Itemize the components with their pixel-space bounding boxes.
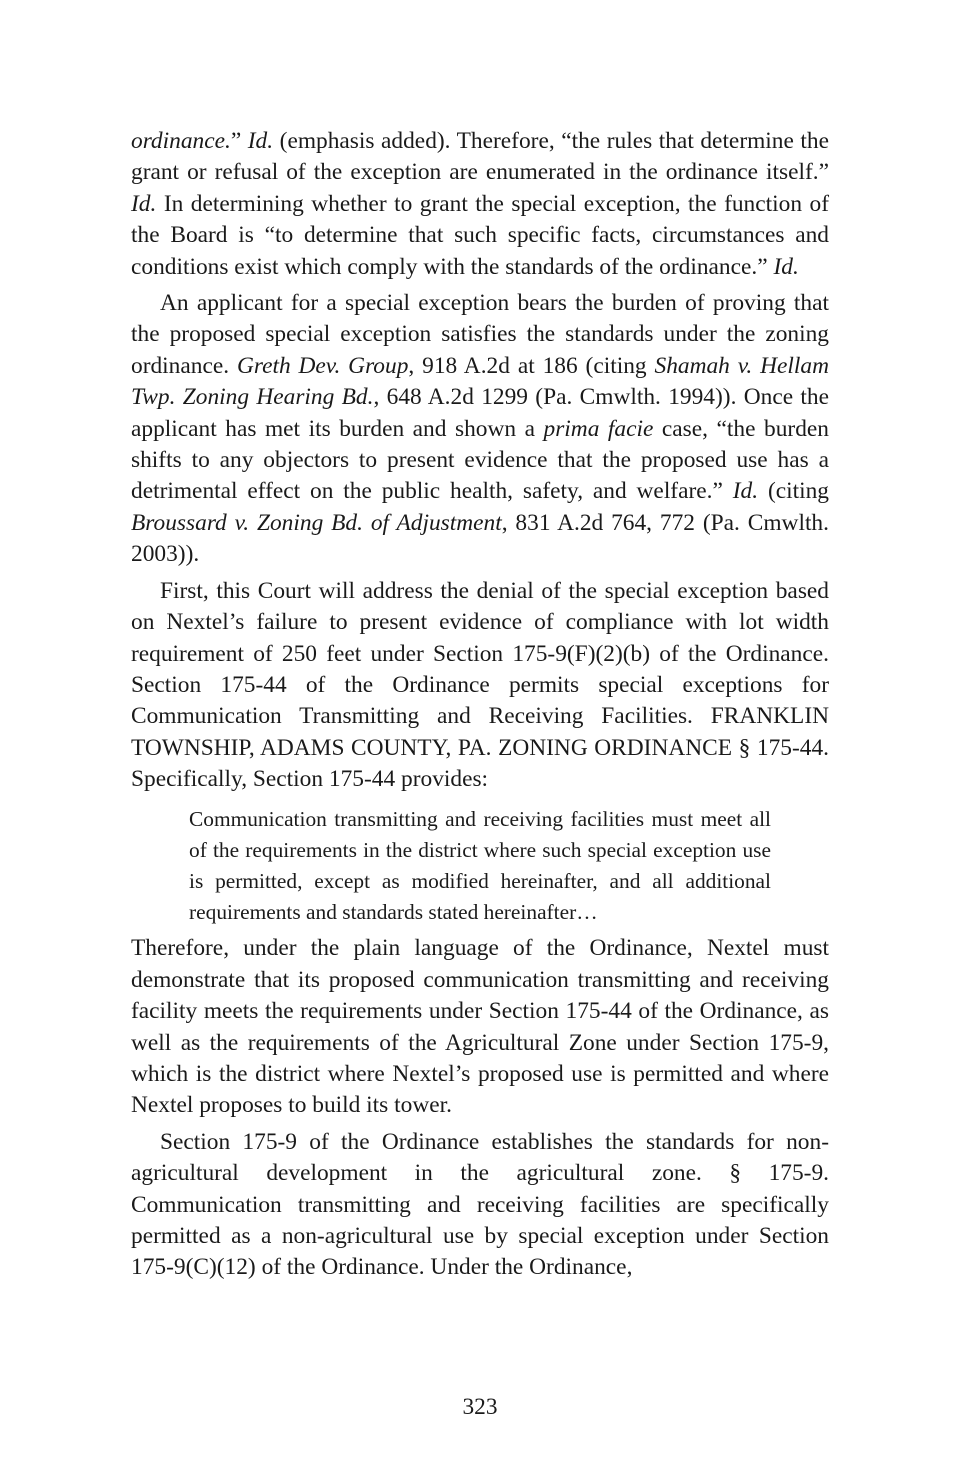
italic-run: Id. (773, 253, 799, 280)
paragraph-4: Section 175-9 of the Ordinance establishes the standards for nonagricultural development in the agricultural zone. § 175-9. Communication transmitting and receiving facilities are specifically permitted as a non-agricultural use by special exception under Section 175-9(C)(12) of the Ordinance. Under the Ordinance, (131, 1128, 829, 1281)
document-page (131, 126, 829, 1284)
italic-run: Id. (247, 128, 274, 154)
paragraph-1 (131, 126, 829, 283)
text-run: (emphasis added). Therefore, “the rules that determine the grant or refusal of the exception are enumerated in the ordinance itself.” (131, 128, 829, 186)
text-run: First, this Court will address the denial of the special exception based on Nextel’s failure to present evidence of compliance with lot width requirement of 250 feet under Section 175-9(F)(2)(b) of the Ordinance. Section 175-44 of the Ordinance permits special exceptions for Communication Transmitting and Receiving Facilities. FRANKLIN TOWNSHIP, ADAMS COUNTY, PA. ZONING ORDINANCE § 175-44. Specifically, Section 175-44 provides: (131, 577, 829, 793)
paragraph-2 (131, 288, 829, 571)
text-run: , 648 A.2d 1299 (Pa. Cmwlth. 1994)). Once the applicant has met its burden and shown a (131, 384, 829, 442)
italic-run: ordinance. (131, 128, 231, 154)
text-run: case, “the burden shifts to any objectors to present evidence that the proposed use has a detrimental effect on the public health, safety, and welfare.” (131, 415, 829, 505)
italic-run: Id. (732, 478, 759, 505)
paragraph-continuation: Therefore, under the plain language of the Ordinance, Nextel must demonstrate that its proposed communication transmitting and receiving facility meets the requirements under Section 175-44 of the Ordinance, as well as the requirements of the Agricultural Zone under Section 175-9, which is the district where Nextel’s proposed use is permitted and where Nextel proposes to build its tower. (131, 935, 829, 1119)
text-run: In determining whether to grant the special exception, the function of the Board is “to determine that such specific facts, circumstances and conditions exist which comply with the standards of the ordinance.” (131, 190, 829, 280)
text-run: ” (230, 128, 248, 154)
text-run: (citing (758, 478, 830, 505)
block-quote: Communication transmitting and receiving facilities must meet all of the requirements in the district where such special exception use is permitted, except as modified hereinafter, and all additional requirements and standards stated hereinafter… (189, 806, 771, 925)
paragraph-3 (131, 576, 829, 796)
text-run: , 918 A.2d at 186 (citing (408, 352, 655, 379)
text-run: An applicant for a special exception bears the burden of proving that the proposed special exception satisfies the standards under the zoning ordinance. (131, 290, 829, 379)
italic-run: prima facie (543, 415, 654, 442)
italic-run: Greth Dev. Group (236, 352, 409, 379)
italic-run: Broussard v. Zoning Bd. of Adjustment (131, 509, 502, 536)
italic-run: Shamah v. Hellam Twp. Zoning Hearing Bd. (131, 352, 829, 411)
italic-run: Id. (131, 190, 157, 217)
text-run: , 831 A.2d 764, 772 (Pa. Cmwlth. 2003)). (131, 509, 829, 568)
page-number: 323 (462, 1394, 498, 1420)
